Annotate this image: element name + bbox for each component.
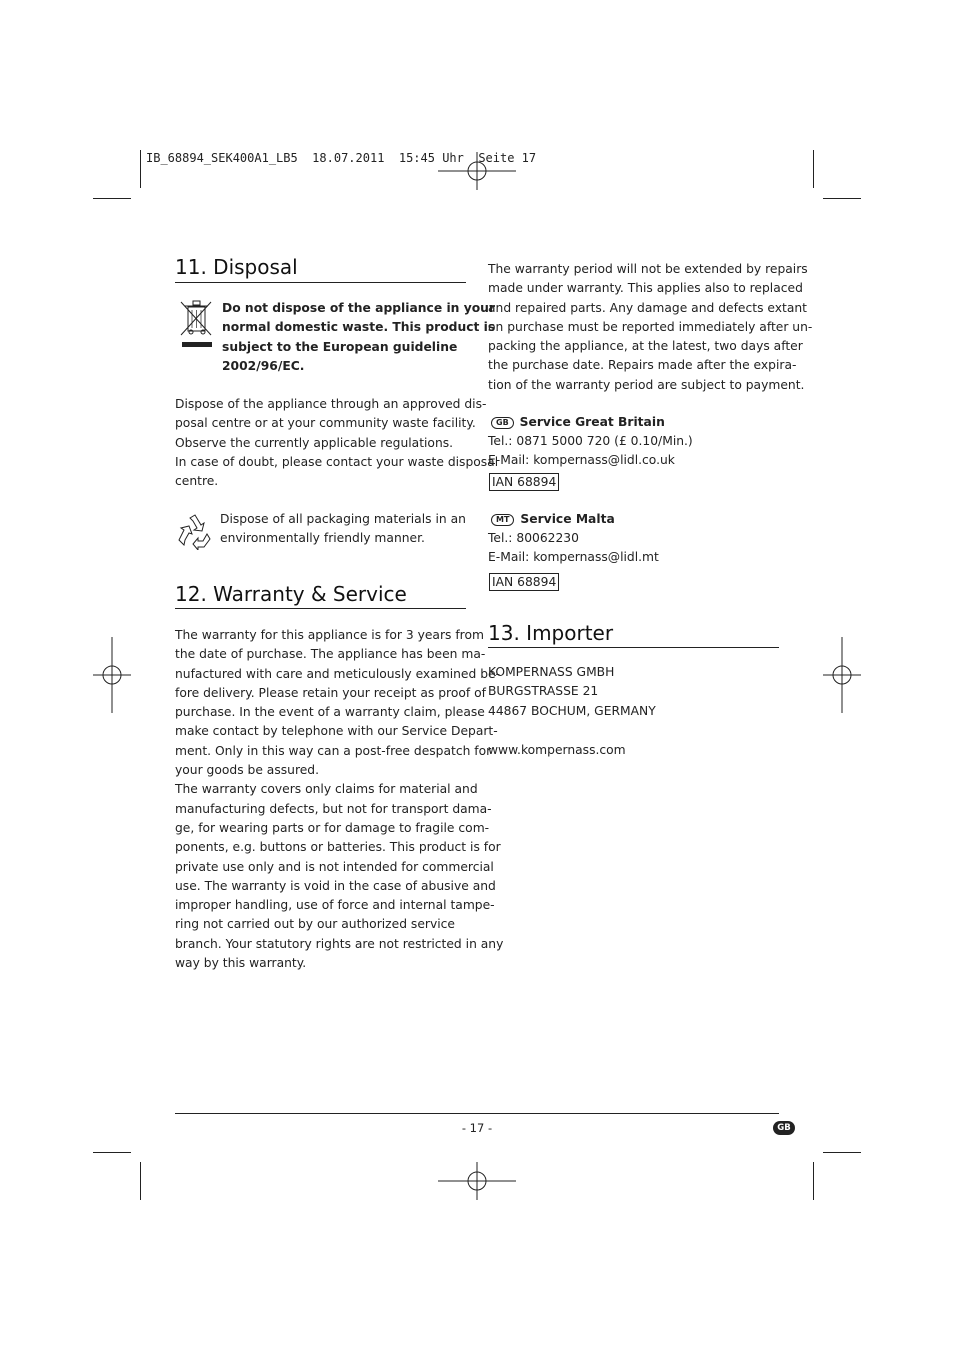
disposal-heading: 11. Disposal — [175, 255, 298, 279]
warranty-body: The warranty for this appliance is for 3 years from the date of purchase. The appliance has been ma- nufactured with care and meticulously examined be- fore delivery. Please retain your receipt as proof of purchase. In the event of a warranty claim, please make contact by telephone with our Service Depart- ment. Only in this way can a post-free despatch for your goods be assured. The warranty covers only claims for material and manufacturing defects, but not for transport dama- ge, for wearing parts or for damage to fragile com- ponents, e.g. buttons or batteries. This product is for private use only and is not intended for commercial use. The warranty is void in the case of abusive and improper handling, use of force and internal tampe- ring not carried out by our authorized service branch. Your statutory rights are not restricted in any way by this warranty. — [175, 628, 504, 971]
service-mt-contact — [488, 529, 659, 568]
importer-heading-rule — [488, 647, 779, 648]
mt-badge: MT — [491, 514, 514, 526]
service-mt-ian: IAN 68894 — [489, 573, 559, 591]
disposal-warning: Do not dispose of the appliance in your normal domestic waste. This product is subject to the European guideline 2002/96/EC. — [222, 301, 496, 373]
print-header: IB_68894_SEK400A1_LB5 18.07.2011 15:45 Uhr Seite 17 — [146, 151, 537, 165]
gb-badge: GB — [491, 417, 514, 429]
packaging-note: Dispose of all packaging materials in an environmentally friendly manner. — [220, 512, 466, 546]
service-gb-tel: Tel.: 0871 5000 720 (£ 0.10/Min.) — [488, 434, 693, 448]
registration-mark-left — [93, 637, 131, 713]
warranty-heading: 12. Warranty & Service — [175, 582, 407, 606]
footer-rule — [175, 1113, 779, 1114]
disposal-body: Dispose of the appliance through an approved dis- posal centre or at your community waste facility. Observe the currently applicable regulations. In case of doubt, please contact your waste disposal centre. — [175, 397, 499, 489]
service-gb-ian: IAN 68894 — [489, 473, 559, 491]
service-mt — [491, 510, 615, 529]
service-mt-email: E-Mail: kompernass@lidl.mt — [488, 550, 659, 565]
disposal-heading-rule — [175, 282, 466, 283]
importer-website[interactable]: www.kompernass.com — [488, 743, 626, 757]
importer-address: KOMPERNASS GMBH BURGSTRASSE 21 44867 BOCHUM, GERMANY — [488, 665, 656, 718]
warranty-heading-rule — [175, 608, 466, 609]
registration-mark-top — [438, 152, 516, 190]
registration-mark-right — [823, 637, 861, 713]
registration-mark-bottom — [438, 1162, 516, 1200]
service-gb-contact — [488, 432, 693, 471]
warranty-continued: The warranty period will not be extended by repairs made under warranty. This applies also to replaced and repaired parts. Any damage and defects extant on purchase must be reported immediately after un- packing the appliance, at the latest, two days after the purchase date. Repairs made after the expira- tion of the warranty period are subject to payment. — [488, 262, 813, 392]
service-gb-email: E-Mail: kompernass@lidl.co.uk — [488, 453, 675, 468]
page-number: - 17 - — [461, 1121, 493, 1135]
service-gb-title: Service Great Britain — [519, 415, 665, 429]
crossed-out-wheelie-bin-icon — [177, 298, 215, 350]
importer-heading: 13. Importer — [488, 621, 614, 645]
service-gb — [491, 413, 665, 432]
service-mt-title: Service Malta — [520, 512, 615, 526]
language-badge: GB — [773, 1121, 795, 1135]
recycling-icon — [176, 512, 214, 550]
service-mt-tel: Tel.: 80062230 — [488, 531, 579, 545]
